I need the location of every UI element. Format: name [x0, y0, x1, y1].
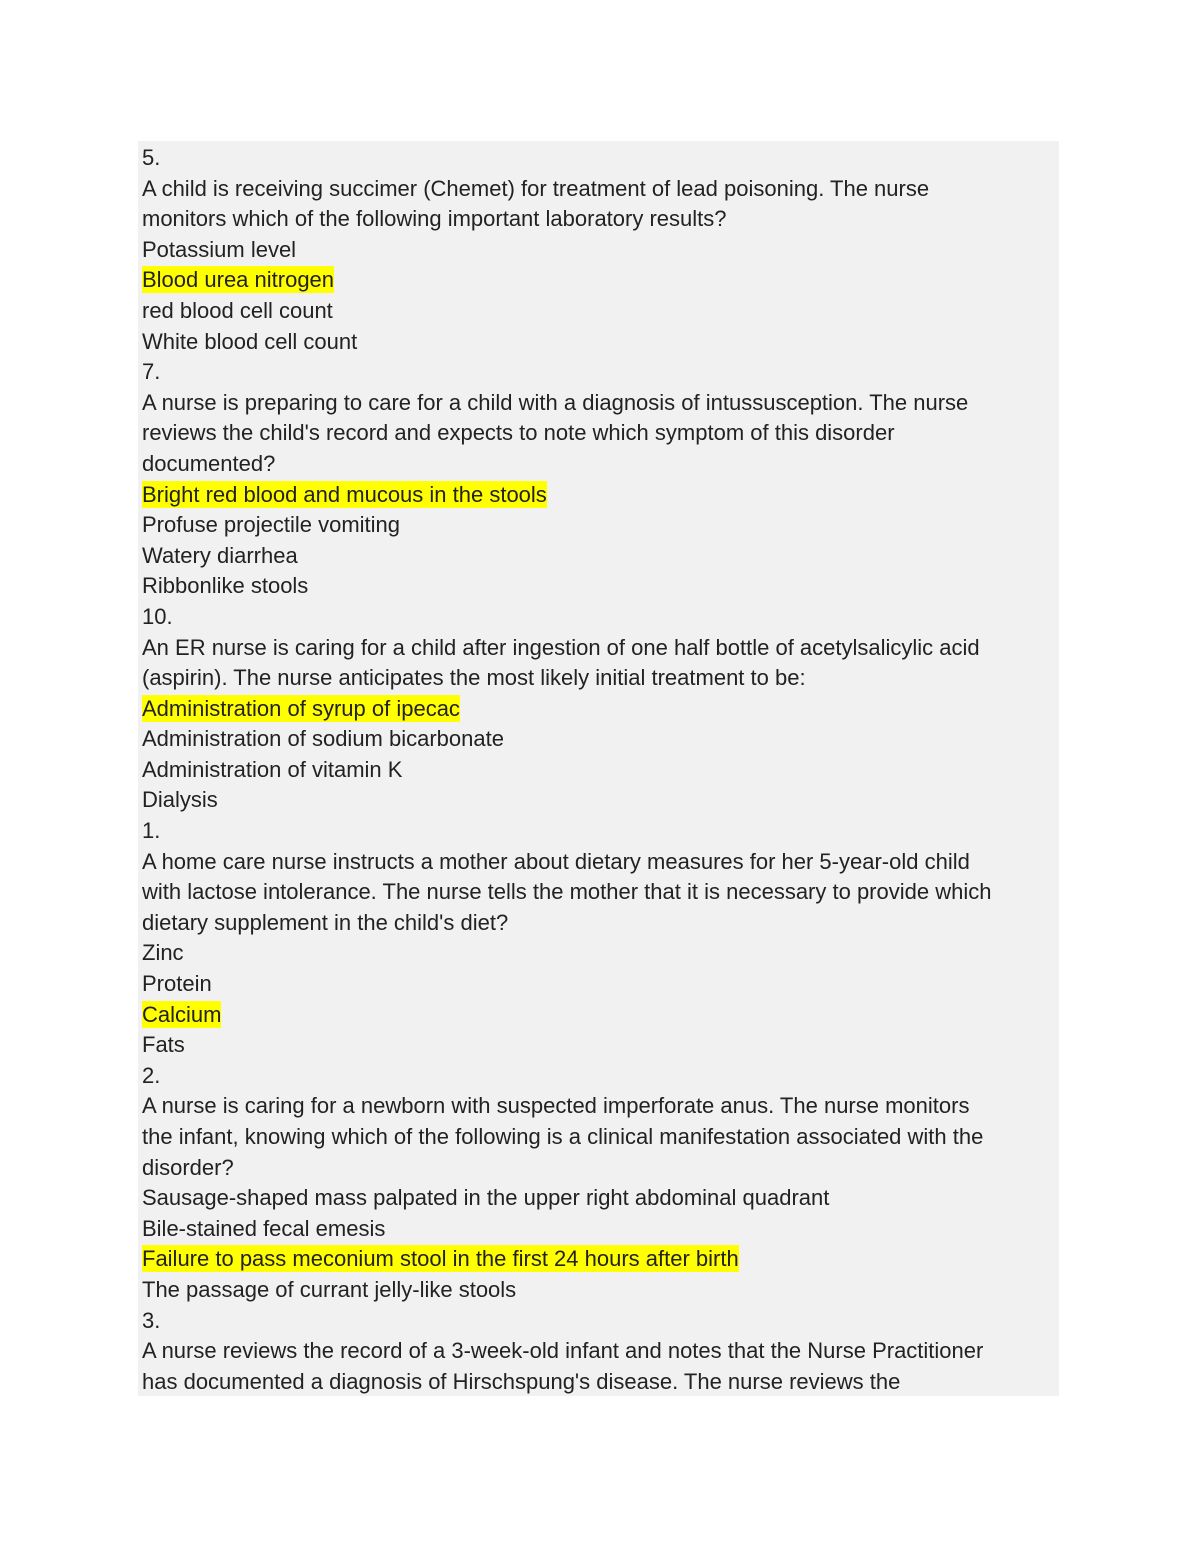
question-stem-line: dietary supplement in the child's diet?: [142, 909, 509, 935]
question-stem-line: A nurse is preparing to care for a child with a diagnosis of intussusception. The nurse: [142, 389, 969, 415]
question-stem-line: (aspirin). The nurse anticipates the most likely initial treatment to be:: [142, 665, 806, 691]
question-stem-line: disorder?: [142, 1154, 234, 1180]
question-stem-line: reviews the child's record and expects to note which symptom of this disorder: [142, 420, 895, 446]
answer-option-text: The passage of currant jelly-like stools: [142, 1276, 517, 1302]
document-page-panel: [138, 141, 1059, 1396]
answer-option: [142, 1030, 1054, 1061]
question-number: 2.: [142, 1062, 161, 1088]
question-stem: [142, 388, 1054, 480]
question-stem-line: monitors which of the following important laboratory results?: [142, 206, 727, 232]
question-block: [142, 602, 1054, 816]
question-block: [142, 357, 1054, 602]
answer-option-text: Blood urea nitrogen: [142, 267, 335, 293]
question-block: [142, 1061, 1054, 1306]
answer-option-text: Bile-stained fecal emesis: [142, 1215, 386, 1241]
answer-option: [142, 1214, 1054, 1245]
question-block: [142, 1306, 1054, 1396]
answer-option-text: Administration of syrup of ipecac: [142, 695, 460, 721]
question-stem: [142, 174, 1054, 235]
answer-option: [142, 327, 1054, 358]
answer-option-highlighted: [142, 265, 1054, 296]
answer-option: [142, 785, 1054, 816]
answer-option: [142, 969, 1054, 1000]
question-number: 3.: [142, 1307, 161, 1333]
question-stem: [142, 1091, 1054, 1183]
answer-option: [142, 510, 1054, 541]
question-stem-line: with lactose intolerance. The nurse tells the mother that it is necessary to provide which: [142, 879, 992, 905]
question-stem: [142, 1336, 1054, 1396]
question-stem-line: the infant, knowing which of the following is a clinical manifestation associated with the: [142, 1124, 984, 1149]
answer-option: [142, 755, 1054, 786]
answer-option-text: Ribbonlike stools: [142, 573, 309, 599]
answer-option-text: Potassium level: [142, 236, 297, 262]
answer-option-text: Administration of sodium bicarbonate: [142, 726, 504, 752]
question-stem-line: An ER nurse is caring for a child after ingestion of one half bottle of acetylsalicylic acid: [142, 634, 980, 660]
answer-option: [142, 235, 1054, 266]
question-number: 10.: [142, 603, 173, 629]
answer-option-text: Watery diarrhea: [142, 542, 298, 568]
answer-option-text: Fats: [142, 1032, 185, 1058]
question-stem-line: A home care nurse instructs a mother about dietary measures for her 5-year-old child: [142, 848, 970, 874]
question-number: 5.: [142, 145, 161, 170]
answer-option-highlighted: [142, 694, 1054, 725]
question-number: 7.: [142, 359, 161, 385]
question-stem: [142, 847, 1054, 939]
question-stem: [142, 633, 1054, 694]
answer-option-text: Failure to pass meconium stool in the first 24 hours after birth: [142, 1246, 739, 1272]
answer-option: [142, 1183, 1054, 1214]
question-stem-line: A child is receiving succimer (Chemet) for treatment of lead poisoning. The nurse: [142, 175, 930, 201]
answer-option-text: Zinc: [142, 940, 184, 966]
answer-option-text: Dialysis: [142, 787, 218, 813]
answer-option-text: White blood cell count: [142, 328, 358, 354]
answer-option-text: Administration of vitamin K: [142, 756, 403, 782]
answer-option: [142, 724, 1054, 755]
answer-option-highlighted: [142, 1000, 1054, 1031]
question-block: [142, 816, 1054, 1061]
question-stem-line: has documented a diagnosis of Hirschspung's disease. The nurse reviews the: [142, 1368, 901, 1394]
answer-option-highlighted: [142, 480, 1054, 511]
question-stem-line: documented?: [142, 450, 276, 476]
answer-option-text: Protein: [142, 971, 212, 997]
answer-option-text: Calcium: [142, 1001, 222, 1027]
question-stem-line: A nurse reviews the record of a 3-week-old infant and notes that the Nurse Practitioner: [142, 1338, 984, 1364]
answer-option-text: Sausage-shaped mass palpated in the upper right abdominal quadrant: [142, 1185, 830, 1211]
answer-option: [142, 1275, 1054, 1306]
answer-option-text: Bright red blood and mucous in the stools: [142, 481, 547, 507]
answer-option: [142, 296, 1054, 327]
answer-option: [142, 938, 1054, 969]
question-list: [142, 143, 1054, 1396]
question-block: [142, 143, 1054, 357]
answer-option: [142, 571, 1054, 602]
answer-option-text: red blood cell count: [142, 297, 333, 323]
question-stem-line: A nurse is caring for a newborn with suspected imperforate anus. The nurse monitors: [142, 1093, 970, 1119]
answer-option-highlighted: [142, 1244, 1054, 1275]
question-number: 1.: [142, 818, 161, 844]
answer-option: [142, 541, 1054, 572]
answer-option-text: Profuse projectile vomiting: [142, 512, 401, 538]
